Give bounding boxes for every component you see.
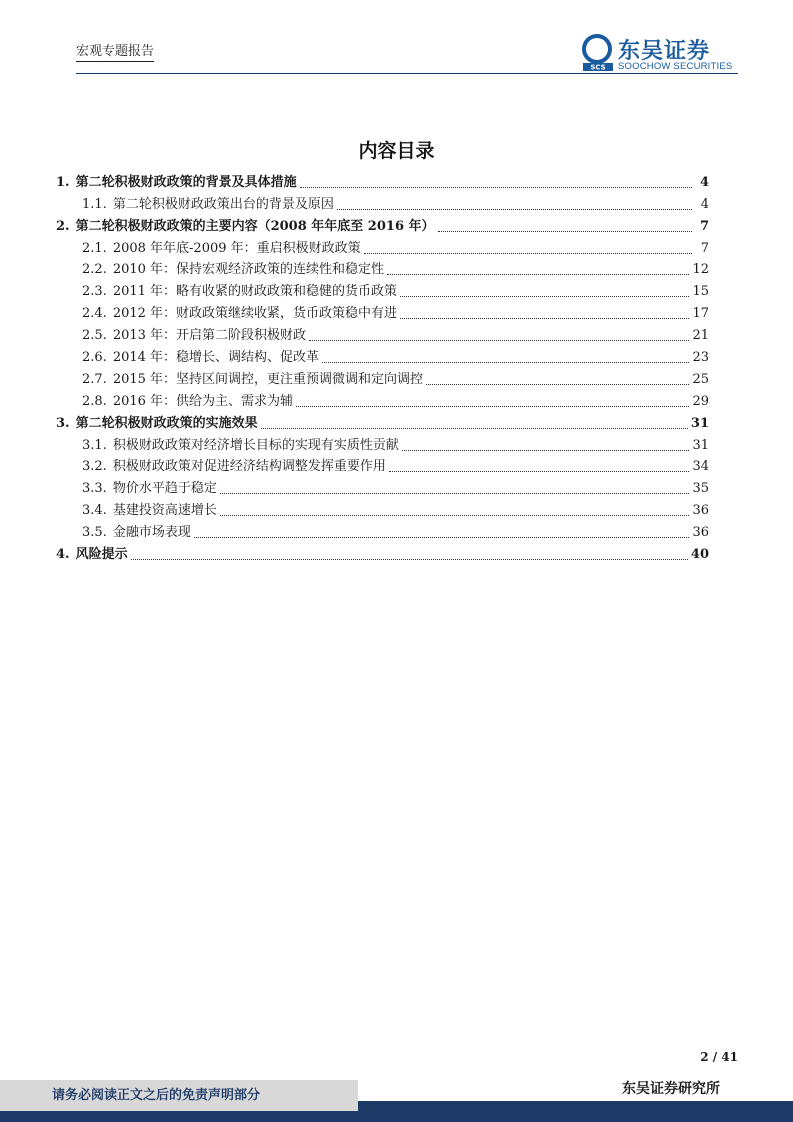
toc-entry-title: 2016 年：供给为主、需求为辅 — [112, 393, 294, 409]
toc-entry-number: 2.4. — [82, 306, 107, 322]
report-type-label: 宏观专题报告 — [76, 40, 154, 62]
toc-entry-number: 3.3. — [82, 481, 107, 497]
toc-entry-number: 3.4. — [82, 503, 107, 519]
toc-dot-leader — [337, 209, 692, 210]
toc-entry-page: 31 — [690, 415, 709, 431]
toc-dot-leader — [400, 318, 689, 319]
toc-entry-page: 4 — [699, 174, 709, 190]
logo-chinese-name: 东吴证券 — [618, 39, 711, 64]
disclaimer-notice: 请务必阅读正文之后的免责声明部分 — [0, 1080, 358, 1111]
toc-entry[interactable] — [56, 236, 709, 258]
toc-entry[interactable] — [56, 301, 709, 323]
toc-entry-number: 1. — [56, 174, 70, 190]
toc-entry[interactable] — [56, 170, 709, 192]
toc-title: 内容目录 — [358, 140, 435, 162]
page-counter: 2 / 41 — [700, 1050, 738, 1064]
toc-entry-page: 35 — [692, 481, 709, 497]
research-institute-name: 东吴证券研究所 — [622, 1081, 720, 1097]
toc-entry[interactable] — [56, 192, 709, 214]
toc-entry[interactable] — [56, 455, 709, 477]
toc-entry-page: 21 — [692, 328, 709, 344]
toc-dot-leader — [220, 493, 690, 494]
toc-dot-leader — [438, 231, 692, 232]
toc-dot-leader — [131, 559, 688, 560]
toc-entry-number: 3. — [56, 415, 70, 431]
toc-dot-leader — [387, 274, 689, 275]
toc-entry[interactable] — [56, 389, 709, 411]
toc-entry-page: 36 — [692, 525, 709, 541]
toc-dot-leader — [389, 471, 690, 472]
toc-entry-title: 2014 年：稳增长、调结构、促改革 — [112, 350, 320, 366]
toc-entry[interactable] — [56, 498, 709, 520]
toc-entry-number: 1.1. — [82, 196, 107, 212]
toc-dot-leader — [220, 515, 690, 516]
toc-entry[interactable] — [56, 520, 709, 542]
toc-entry-page: 34 — [692, 459, 709, 475]
toc-entry-page: 12 — [692, 262, 709, 278]
toc-entry-page: 31 — [692, 437, 709, 453]
toc-entry-title: 积极财政政策对经济增长目标的实现有实质性贡献 — [112, 437, 399, 453]
toc-entry-title: 第二轮积极财政政策的背景及具体措施 — [75, 174, 297, 190]
toc-entry-number: 2. — [56, 218, 70, 234]
toc-entry-number: 2.8. — [82, 393, 107, 409]
toc-entry-page: 4 — [700, 196, 709, 212]
logo-badge-text: SCS — [590, 63, 606, 72]
toc-dot-leader — [194, 537, 690, 538]
toc-entry[interactable] — [56, 367, 709, 389]
toc-dot-leader — [309, 340, 689, 341]
table-of-contents — [56, 170, 709, 564]
toc-entry-title: 物价水平趋于稳定 — [112, 481, 217, 497]
toc-entry[interactable] — [56, 345, 709, 367]
logo-english-name: SOOCHOW SECURITIES — [618, 61, 733, 72]
toc-entry-number: 2.6. — [82, 350, 107, 366]
toc-entry-number: 3.2. — [82, 459, 107, 475]
toc-entry-title: 2012 年：财政政策继续收紧，货币政策稳中有进 — [112, 306, 398, 322]
toc-entry-page: 40 — [690, 547, 709, 563]
toc-entry-page: 17 — [692, 306, 709, 322]
toc-entry-page: 23 — [692, 350, 709, 366]
soochow-logo-icon — [582, 34, 616, 72]
toc-entry-number: 2.1. — [82, 240, 107, 256]
toc-dot-leader — [261, 428, 688, 429]
toc-entry-title: 第二轮积极财政政策的实施效果 — [75, 415, 258, 431]
toc-dot-leader — [364, 253, 692, 254]
toc-entry-title: 2015 年：坚持区间调控，更注重预调微调和定向调控 — [112, 371, 424, 387]
toc-entry-number: 2.5. — [82, 328, 107, 344]
toc-entry[interactable] — [56, 214, 709, 236]
toc-entry-title: 基建投资高速增长 — [112, 503, 217, 519]
toc-entry-number: 2.2. — [82, 262, 107, 278]
company-logo — [582, 34, 742, 74]
toc-entry-title: 第二轮积极财政政策的主要内容（2008 年年底至 2016 年） — [75, 218, 435, 234]
toc-entry[interactable] — [56, 476, 709, 498]
toc-dot-leader — [400, 296, 689, 297]
toc-entry[interactable] — [56, 279, 709, 301]
toc-dot-leader — [426, 384, 689, 385]
toc-dot-leader — [300, 187, 692, 188]
toc-entry-title: 积极财政政策对促进经济结构调整发挥重要作用 — [112, 459, 386, 475]
toc-entry-page: 7 — [700, 240, 709, 256]
toc-entry[interactable] — [56, 411, 709, 433]
toc-dot-leader — [402, 450, 690, 451]
toc-dot-leader — [322, 362, 689, 363]
toc-entry-number: 2.7. — [82, 371, 107, 387]
toc-entry-page: 7 — [699, 218, 709, 234]
toc-entry-title: 风险提示 — [75, 547, 128, 563]
toc-entry[interactable] — [56, 433, 709, 455]
toc-entry-title: 金融市场表现 — [112, 525, 191, 541]
toc-entry-title: 2011 年：略有收紧的财政政策和稳健的货币政策 — [112, 284, 398, 300]
toc-entry-title: 2013 年：开启第二阶段积极财政 — [112, 328, 307, 344]
toc-entry[interactable] — [56, 542, 709, 564]
toc-entry-number: 4. — [56, 547, 70, 563]
toc-entry-number: 3.5. — [82, 525, 107, 541]
toc-entry-page: 25 — [692, 371, 709, 387]
toc-entry-page: 15 — [692, 284, 709, 300]
toc-entry[interactable] — [56, 258, 709, 280]
header-divider — [76, 73, 738, 74]
toc-dot-leader — [296, 406, 689, 407]
toc-entry-number: 3.1. — [82, 437, 107, 453]
toc-entry-title: 2010 年：保持宏观经济政策的连续性和稳定性 — [112, 262, 385, 278]
toc-entry-page: 36 — [692, 503, 709, 519]
toc-entry[interactable] — [56, 323, 709, 345]
toc-entry-title: 第二轮积极财政政策出台的背景及原因 — [112, 196, 334, 212]
toc-entry-page: 29 — [692, 393, 709, 409]
toc-entry-title: 2008 年年底-2009 年：重启积极财政政策 — [112, 240, 361, 256]
toc-entry-number: 2.3. — [82, 284, 107, 300]
